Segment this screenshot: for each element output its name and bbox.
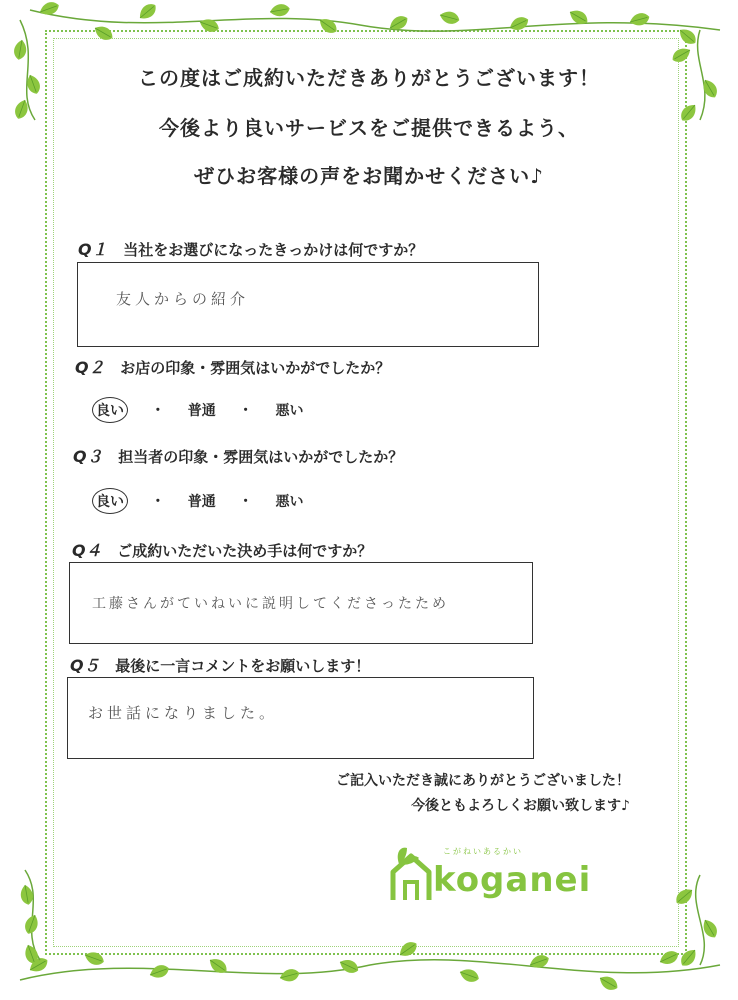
- question-number: Q４: [72, 541, 102, 560]
- thanks-line-2: 今後ともよろしくお願い致します♪: [411, 798, 630, 814]
- separator: ・: [238, 494, 253, 510]
- separator: ・: [238, 403, 253, 419]
- answer-text: 友人からの紹介: [116, 290, 250, 308]
- answer-box-5[interactable]: [67, 677, 534, 759]
- logo-text: koganei: [433, 860, 592, 900]
- choice-good[interactable]: 良い: [92, 397, 128, 423]
- koganei-logo: [385, 842, 595, 907]
- answer-text: お世話になりました。: [88, 704, 279, 722]
- choices-q3: [96, 488, 304, 514]
- separator: ・: [150, 403, 165, 419]
- choices-q2: [96, 397, 304, 423]
- question-text: 担当者の印象・雰囲気はいかがでしたか？: [118, 448, 404, 466]
- question-1: [78, 237, 423, 260]
- choice-normal[interactable]: 普通: [187, 494, 216, 510]
- question-number: Q３: [73, 447, 103, 466]
- thanks-line-1: ご記入いただき誠にありがとうございました！: [336, 773, 630, 789]
- answer-box-4[interactable]: [69, 562, 533, 644]
- house-leaf-icon: [385, 842, 437, 902]
- choice-bad[interactable]: 悪い: [275, 494, 304, 510]
- question-number: Q１: [78, 240, 108, 259]
- question-number: Q２: [75, 358, 105, 377]
- question-3: [73, 444, 403, 467]
- question-text: 当社をお選びになったきっかけは何ですか？: [123, 241, 424, 259]
- answer-box-1[interactable]: [77, 262, 539, 347]
- choice-bad[interactable]: 悪い: [275, 403, 304, 419]
- question-text: ご成約いただいた決め手は何ですか？: [117, 542, 373, 560]
- choice-good[interactable]: 良い: [92, 488, 128, 514]
- header-line-3: ぜひお客様の声をお聞かせください♪: [194, 164, 544, 188]
- question-5: [70, 653, 370, 676]
- answer-text: 工藤さんがていねいに説明してくださったため: [92, 596, 449, 612]
- choice-normal[interactable]: 普通: [187, 403, 216, 419]
- question-2: [75, 355, 390, 378]
- question-text: お店の印象・雰囲気はいかがでしたか？: [120, 359, 391, 377]
- logo-subtext: こがねいあるかい: [443, 847, 523, 856]
- header-line-1: この度はご成約いただきありがとうございます！: [138, 66, 600, 90]
- separator: ・: [150, 494, 165, 510]
- question-text: 最後に一言コメントをお願いします！: [115, 657, 371, 675]
- question-4: [72, 538, 372, 561]
- header-line-2: 今後より良いサービスをご提供できるよう、: [159, 116, 579, 140]
- question-number: Q５: [70, 656, 100, 675]
